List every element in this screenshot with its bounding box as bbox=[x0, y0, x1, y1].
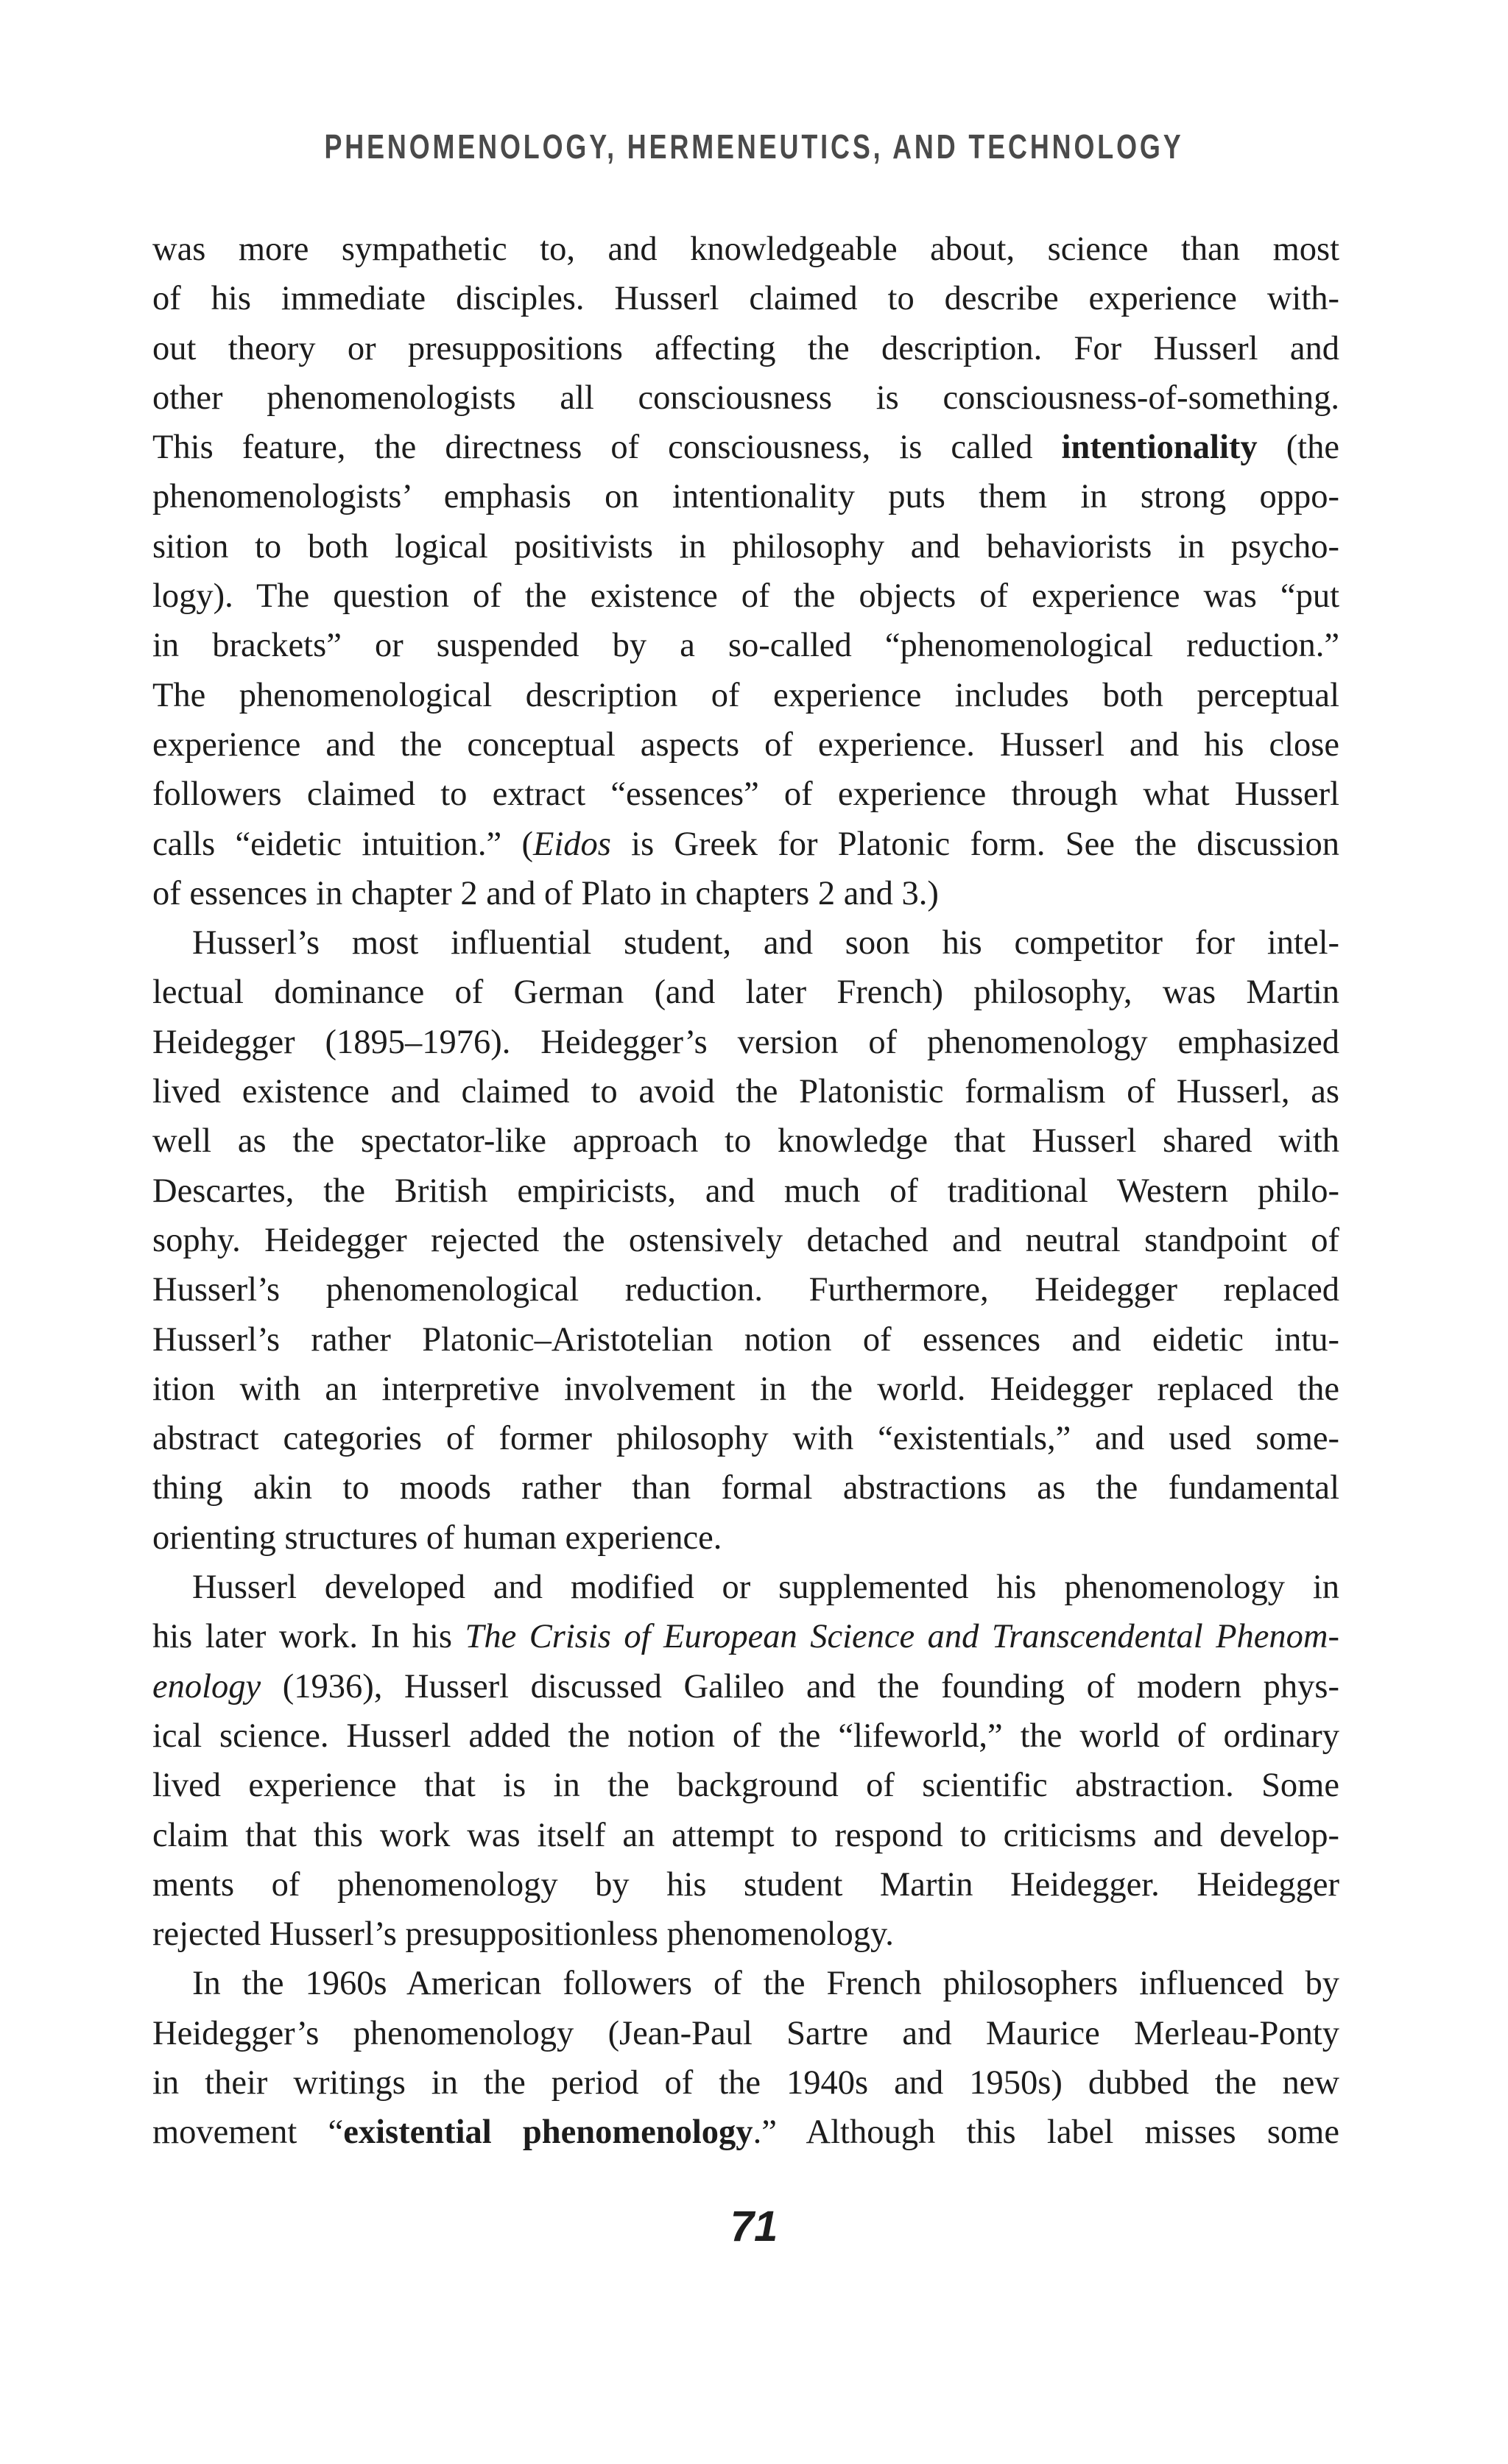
text-line bbox=[152, 1761, 1339, 1810]
text-run: Heidegger’s phenomenology (Jean-Paul Sartre and Maurice Merleau-Ponty bbox=[152, 2014, 1339, 2052]
text-run: thing akin to moods rather than formal abstractions as the fundamental bbox=[152, 1469, 1339, 1507]
italic-text: enology bbox=[152, 1667, 261, 1706]
text-line bbox=[152, 918, 1339, 968]
text-run: Husserl’s rather Platonic–Aristotelian notion of essences and eidetic intu- bbox=[152, 1320, 1339, 1359]
text-line bbox=[152, 1414, 1339, 1463]
text-run: of his immediate disciples. Husserl claimed to describe experience with- bbox=[152, 280, 1339, 318]
italic-text: Eidos bbox=[532, 825, 611, 863]
text-run: of essences in chapter 2 and of Plato in chapters 2 and 3.) bbox=[152, 874, 939, 912]
text-run: (the bbox=[1257, 429, 1339, 467]
text-line bbox=[152, 1662, 1339, 1711]
text-run: out theory or presuppositions affecting the description. For Husserl and bbox=[152, 329, 1339, 367]
text-run: (1936), Husserl discussed Galileo and the founding of modern phys- bbox=[261, 1667, 1339, 1706]
text-line bbox=[152, 472, 1339, 521]
text-line bbox=[152, 522, 1339, 571]
italic-text: The Crisis of European Science and Transcendental Phenom- bbox=[465, 1618, 1339, 1656]
body-text bbox=[152, 225, 1339, 2158]
text-run: claim that this work was itself an attempt to respond to criticisms and develop- bbox=[152, 1816, 1339, 1854]
text-line bbox=[152, 1116, 1339, 1166]
text-run: logy). The question of the existence of the objects of experience was “put bbox=[152, 577, 1339, 616]
text-run: Heidegger (1895–1976). Heidegger’s version of phenomenology emphasized bbox=[152, 1023, 1339, 1061]
text-run: abstract categories of former philosophy with “existentials,” and used some- bbox=[152, 1420, 1339, 1458]
text-line bbox=[152, 1513, 1339, 1563]
text-line bbox=[152, 1365, 1339, 1414]
text-line bbox=[152, 2058, 1339, 2108]
text-run: Husserl developed and modified or supplemented his phenomenology in bbox=[192, 1569, 1339, 1607]
text-run: Husserl’s phenomenological reduction. Furthermore, Heidegger replaced bbox=[152, 1271, 1339, 1309]
text-line bbox=[152, 1711, 1339, 1761]
text-run: In the 1960s American followers of the French philosophers influenced by bbox=[192, 1965, 1339, 2003]
text-line bbox=[152, 869, 1339, 918]
text-line bbox=[152, 324, 1339, 373]
paragraph bbox=[152, 1959, 1339, 2157]
text-line bbox=[152, 671, 1339, 720]
text-line bbox=[152, 1067, 1339, 1116]
text-run: calls “eidetic intuition.” ( bbox=[152, 825, 533, 863]
text-run: sophy. Heidegger rejected the ostensively detached and neutral standpoint of bbox=[152, 1221, 1339, 1259]
text-run: in their writings in the period of the 1940s and 1950s) dubbed the new bbox=[152, 2063, 1339, 2102]
text-line bbox=[152, 274, 1339, 323]
text-run: orienting structures of human experience. bbox=[152, 1518, 722, 1557]
text-line bbox=[152, 1811, 1339, 1860]
text-run: .” Although this label misses some bbox=[753, 2113, 1339, 2152]
text-line bbox=[152, 968, 1339, 1017]
text-run: This feature, the directness of consciousness, is called bbox=[152, 429, 1062, 467]
paragraph bbox=[152, 225, 1339, 918]
text-line bbox=[152, 621, 1339, 670]
text-line bbox=[152, 2108, 1339, 2157]
text-run: experience and the conceptual aspects of experience. Husserl and his close bbox=[152, 725, 1339, 764]
text-line bbox=[152, 1463, 1339, 1513]
text-line bbox=[152, 373, 1339, 423]
text-run: Husserl’s most influential student, and soon his competitor for intel- bbox=[192, 924, 1339, 962]
text-run: lectual dominance of German (and later French) philosophy, was Martin bbox=[152, 974, 1339, 1012]
running-head: PHENOMENOLOGY, HERMENEUTICS, AND TECHNOLOGY bbox=[324, 127, 1184, 166]
text-run: other phenomenologists all consciousness is consciousness-of-something. bbox=[152, 379, 1339, 417]
paragraph bbox=[152, 918, 1339, 1563]
text-run: followers claimed to extract “essences” of experience through what Husserl bbox=[152, 775, 1339, 814]
text-run: his later work. In his bbox=[152, 1618, 465, 1656]
text-line bbox=[152, 820, 1339, 869]
text-run: The phenomenological description of experience includes both perceptual bbox=[152, 676, 1339, 714]
page-number: 71 bbox=[730, 2203, 778, 2250]
text-line bbox=[152, 720, 1339, 770]
paragraph bbox=[152, 1563, 1339, 1959]
text-line bbox=[152, 1563, 1339, 1612]
text-line bbox=[152, 1018, 1339, 1067]
text-run: in brackets” or suspended by a so-called “phenomenological reduction.” bbox=[152, 627, 1339, 665]
text-run: phenomenologists’ emphasis on intentionality puts them in strong oppo- bbox=[152, 478, 1339, 516]
text-line bbox=[152, 225, 1339, 274]
text-line bbox=[152, 1166, 1339, 1216]
text-line bbox=[152, 1315, 1339, 1365]
text-run: rejected Husserl’s presuppositionless phenomenology. bbox=[152, 1915, 894, 1954]
text-line bbox=[152, 1959, 1339, 2008]
bold-term: intentionality bbox=[1061, 429, 1258, 467]
bold-term: existential phenomenology bbox=[343, 2113, 753, 2152]
text-run: is Greek for Platonic form. See the discussion bbox=[610, 825, 1340, 863]
text-run: movement “ bbox=[152, 2113, 344, 2152]
text-run: ical science. Husserl added the notion of the “lifeworld,” the world of ordinary bbox=[152, 1717, 1339, 1755]
text-line bbox=[152, 1612, 1339, 1661]
text-line bbox=[152, 770, 1339, 819]
text-line bbox=[152, 1909, 1339, 1959]
text-line bbox=[152, 1216, 1339, 1265]
text-run: lived experience that is in the background of scientific abstraction. Some bbox=[152, 1767, 1339, 1805]
text-run: was more sympathetic to, and knowledgeable about, science than most bbox=[152, 230, 1339, 268]
text-line bbox=[152, 1265, 1339, 1314]
text-line bbox=[152, 1860, 1339, 1909]
text-run: lived existence and claimed to avoid the Platonistic formalism of Husserl, as bbox=[152, 1073, 1339, 1111]
text-run: sition to both logical positivists in philosophy and behaviorists in psycho- bbox=[152, 527, 1339, 566]
text-run: Descartes, the British empiricists, and much of traditional Western philo- bbox=[152, 1172, 1339, 1210]
text-line bbox=[152, 571, 1339, 621]
text-run: ition with an interpretive involvement in the world. Heidegger replaced the bbox=[152, 1370, 1339, 1408]
text-line bbox=[152, 2009, 1339, 2058]
text-line bbox=[152, 423, 1339, 472]
text-run: ments of phenomenology by his student Martin Heidegger. Heidegger bbox=[152, 1865, 1339, 1904]
text-run: well as the spectator-like approach to knowledge that Husserl shared with bbox=[152, 1122, 1339, 1161]
